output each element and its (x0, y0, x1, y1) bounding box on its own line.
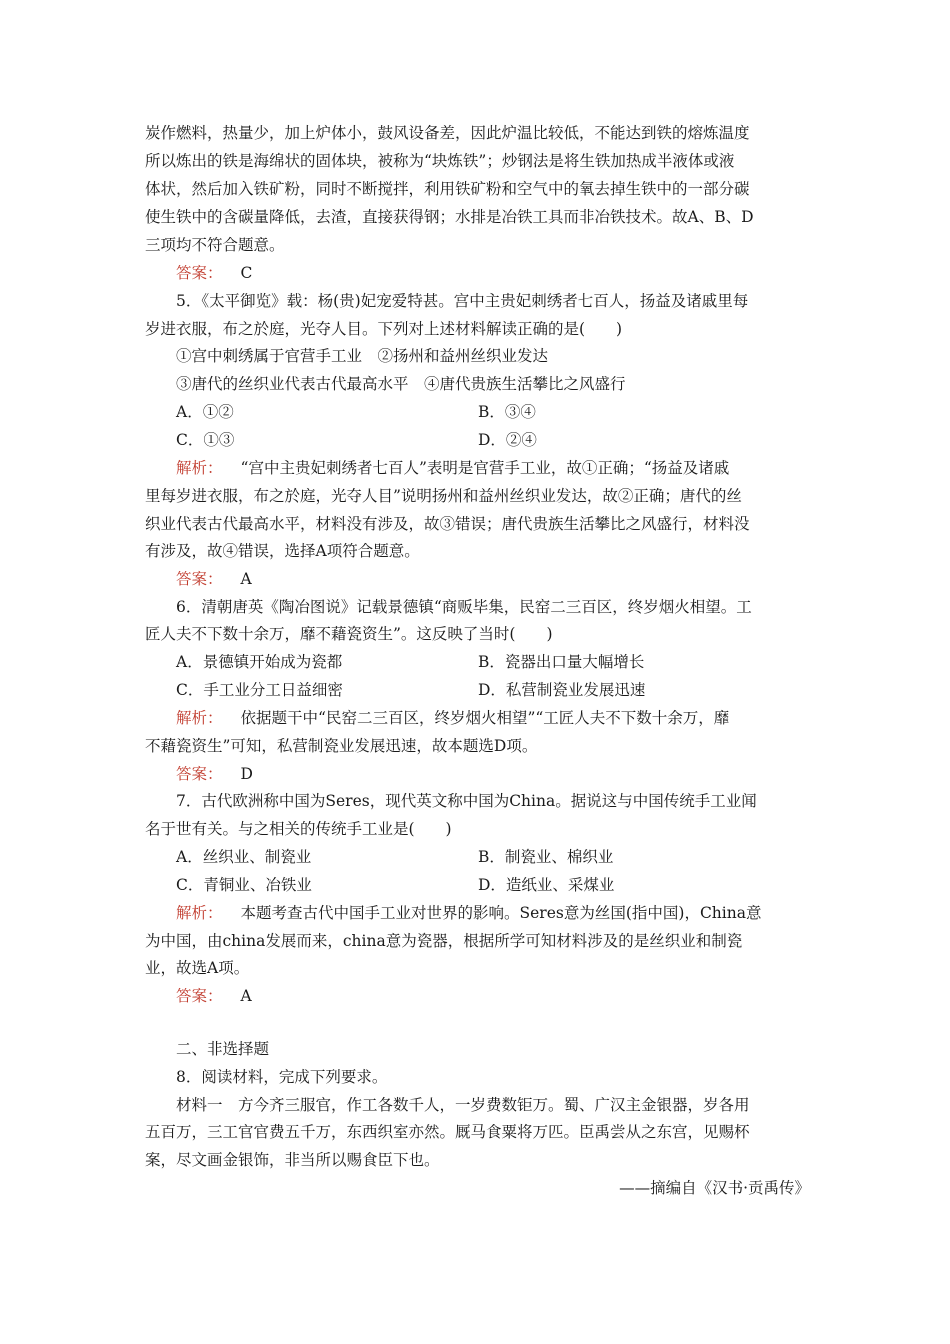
question-item: ①宫中刺绣属于官营手工业 ②扬州和益州丝织业发达 (176, 347, 549, 365)
answer-value: A (240, 987, 252, 1005)
material-line: 案，尽文画金银饰，非当所以赐食臣下也。 (145, 1151, 440, 1169)
text-line: 炭作燃料，热量少，加上炉体小，鼓风设备差，因此炉温比较低，不能达到铁的熔炼温度 (145, 124, 750, 142)
answer-line (176, 764, 841, 784)
answer-line (176, 569, 841, 589)
analysis-line: 里每岁进衣服，布之於庭，光夺人目”说明扬州和益州丝织业发达，故②正确；唐代的丝 (145, 487, 742, 505)
text-line: 三项均不符合题意。 (145, 236, 285, 254)
answer-value: C (240, 264, 253, 282)
material-line: 材料一 方今齐三服官，作工各数千人，一岁费数钜万。蜀、广汉主金银器，岁各用 (176, 1096, 750, 1114)
analysis-line: 不藉瓷资生”可知，私营制瓷业发展迅速，故本题选D项。 (145, 737, 538, 755)
text-line: 体状，然后加入铁矿粉，同时不断搅拌，利用铁矿粉和空气中的氧去掉生铁中的一部分碳 (145, 180, 750, 198)
text-line: 使生铁中的含碳量降低，去渣，直接获得钢；水排是冶铁工具而非冶铁技术。故A、B、D (145, 208, 754, 226)
analysis-line: 有涉及，故④错误，选择A项符合题意。 (145, 542, 420, 560)
analysis-line: 解析： 依据题干中“民窑二三百区，终岁烟火相望”“工匠人夫不下数十余万，靡 (176, 709, 730, 727)
option-d: D．造纸业、采煤业 (478, 876, 615, 894)
option-b: B．制瓷业、棉织业 (478, 848, 614, 866)
option-c: C．手工业分工日益细密 (176, 681, 343, 699)
answer-line (176, 263, 841, 283)
answer-label: 答案： (176, 570, 223, 588)
option-b: B．③④ (478, 403, 536, 421)
question-stem: 7．古代欧洲称中国为Seres，现代英文称中国为China。据说这与中国传统手工业闻 (176, 792, 757, 810)
answer-line (176, 986, 841, 1006)
question-stem: 岁进衣服，布之於庭，光夺人目。下列对上述材料解读正确的是( ) (145, 320, 623, 338)
analysis-label: 解析： (176, 904, 223, 922)
option-a: A．丝织业、制瓷业 (176, 848, 312, 866)
answer-value: A (240, 570, 252, 588)
option-c: C．青铜业、冶铁业 (176, 876, 312, 894)
analysis-line: 织业代表古代最高水平，材料没有涉及，故③错误；唐代贵族生活攀比之风盛行，材料没 (145, 515, 750, 533)
answer-label: 答案： (176, 765, 223, 783)
analysis-line: 解析： “宫中主贵妃刺绣者七百人”表明是官营手工业，故①正确；“扬益及诸戚 (176, 459, 730, 477)
material-line: 五百万，三工官官费五千万，东西织室亦然。厩马食粟将万匹。臣禹尝从之东宫，见赐杯 (145, 1123, 750, 1141)
option-c: C．①③ (176, 431, 235, 449)
section-heading: 二、非选择题 (176, 1040, 270, 1058)
answer-label: 答案： (176, 987, 223, 1005)
answer-label: 答案： (176, 264, 223, 282)
option-b: B．瓷器出口量大幅增长 (478, 653, 645, 671)
analysis-label: 解析： (176, 709, 223, 727)
question-stem: 6．清朝唐英《陶冶图说》记载景德镇“商贩毕集，民窑二三百区，终岁烟火相望。工 (176, 598, 752, 616)
question-item: ③唐代的丝织业代表古代最高水平 ④唐代贵族生活攀比之风盛行 (176, 375, 626, 393)
option-a: A．景德镇开始成为瓷都 (176, 653, 343, 671)
text-line: 所以炼出的铁是海绵状的固体块，被称为“块炼铁”；炒钢法是将生铁加热成半液体或液 (145, 152, 735, 170)
analysis-line: 解析： 本题考查古代中国手工业对世界的影响。Seres意为丝国(指中国)，China意 (176, 904, 762, 922)
option-a: A．①② (176, 403, 234, 421)
question-stem: 名于世有关。与之相关的传统手工业是( ) (145, 820, 452, 838)
question-stem: 5．《太平御览》载：杨(贵)妃宠爱特甚。宫中主贵妃刺绣者七百人，扬益及诸戚里每 (176, 292, 749, 310)
answer-value: D (240, 765, 253, 783)
analysis-line: 为中国，由china发展而来，china意为瓷器，根据所学可知材料涉及的是丝织业和制瓷 (145, 932, 743, 950)
question-stem: 8．阅读材料，完成下列要求。 (176, 1068, 388, 1086)
option-d: D．②④ (478, 431, 537, 449)
analysis-label: 解析： (176, 459, 223, 477)
analysis-line: 业，故选A项。 (145, 959, 250, 977)
source-citation: ——摘编自《汉书·贡禹传》 (619, 1179, 810, 1197)
question-stem: 匠人夫不下数十余万，靡不藉瓷资生”。这反映了当时( ) (145, 625, 553, 643)
option-d: D．私营制瓷业发展迅速 (478, 681, 646, 699)
